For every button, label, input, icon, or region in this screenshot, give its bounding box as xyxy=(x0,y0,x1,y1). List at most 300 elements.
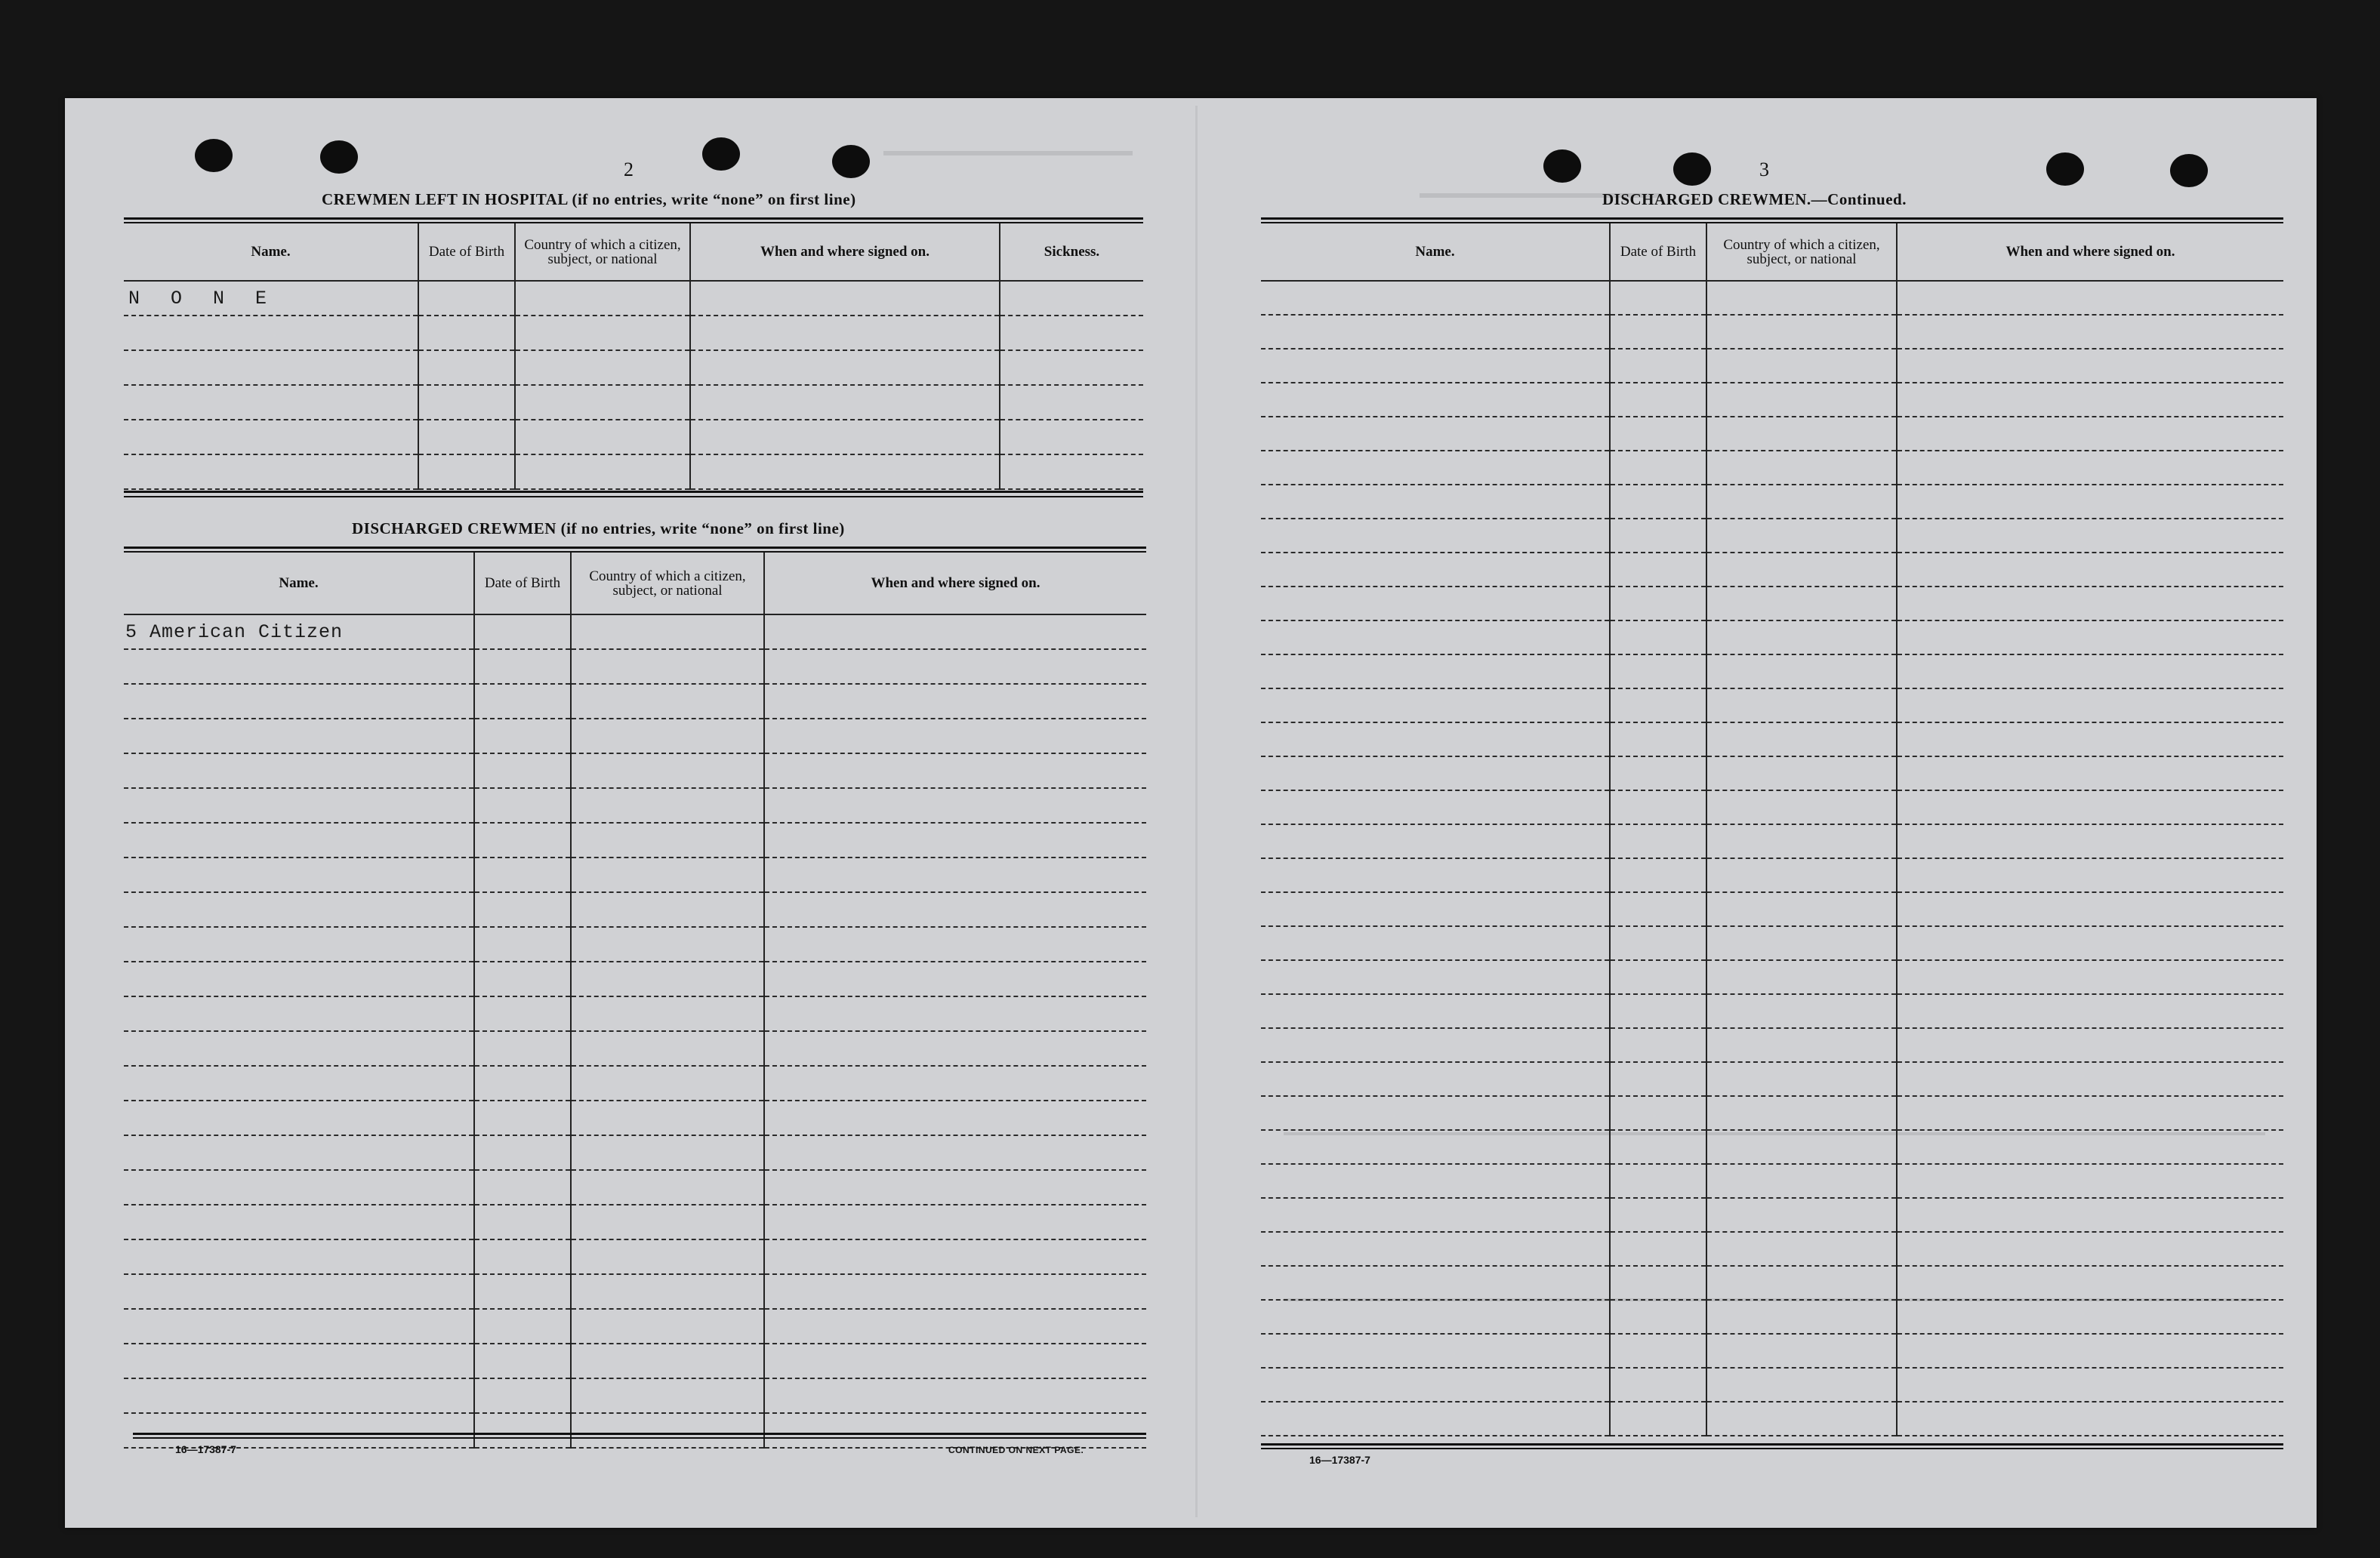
signed-on-cell xyxy=(1897,1130,2283,1164)
date-of-birth-cell xyxy=(1610,1402,1706,1436)
date-of-birth-cell xyxy=(418,316,515,350)
country-cell xyxy=(1706,824,1897,858)
date-of-birth-cell xyxy=(474,927,571,962)
name-cell xyxy=(1261,1028,1610,1062)
name-cell xyxy=(1261,1300,1610,1334)
country-cell xyxy=(515,281,690,316)
name-cell xyxy=(124,1101,474,1135)
country-cell xyxy=(1706,960,1897,994)
name-cell xyxy=(1261,1334,1610,1368)
date-of-birth-cell xyxy=(1610,1300,1706,1334)
country-cell xyxy=(571,1274,764,1309)
discharged-section-title: DISCHARGED CREWMEN (if no entries, write “none” on first line) xyxy=(352,519,845,537)
country-cell xyxy=(571,614,764,649)
entry-name-text: N O N E xyxy=(128,287,277,309)
date-of-birth-cell xyxy=(474,1344,571,1378)
table-row xyxy=(1261,654,2283,688)
signed-on-cell xyxy=(764,823,1146,858)
table-row xyxy=(124,649,1146,684)
table-row xyxy=(124,719,1146,753)
signed-on-cell xyxy=(1897,1300,2283,1334)
column-header-name: Name. xyxy=(124,223,418,281)
table-row xyxy=(124,1239,1146,1274)
country-cell xyxy=(515,385,690,420)
date-of-birth-cell xyxy=(1610,654,1706,688)
table-row xyxy=(1261,417,2283,451)
form-number: 16—17387-7 xyxy=(175,1443,236,1455)
name-cell xyxy=(124,753,474,788)
signed-on-cell xyxy=(1897,994,2283,1028)
table-row xyxy=(1261,1266,2283,1300)
name-cell xyxy=(124,788,474,823)
table-row xyxy=(1261,281,2283,315)
country-cell xyxy=(1706,1096,1897,1130)
date-of-birth-cell xyxy=(1610,1266,1706,1300)
page-fold xyxy=(1195,106,1198,1517)
signed-on-cell xyxy=(1897,349,2283,383)
table-row xyxy=(1261,926,2283,960)
country-cell xyxy=(571,1205,764,1239)
date-of-birth-cell xyxy=(474,1378,571,1413)
date-of-birth-cell xyxy=(1610,1232,1706,1266)
signed-on-cell xyxy=(1897,722,2283,756)
punch-hole xyxy=(1543,149,1581,183)
name-cell xyxy=(124,1309,474,1344)
date-of-birth-cell xyxy=(474,823,571,858)
country-cell xyxy=(571,753,764,788)
table-row xyxy=(124,1205,1146,1239)
hospital-table xyxy=(124,223,1143,490)
signed-on-cell xyxy=(1897,858,2283,892)
date-of-birth-cell xyxy=(474,1413,571,1448)
country-cell xyxy=(571,1239,764,1274)
date-of-birth-cell xyxy=(474,1031,571,1066)
country-cell xyxy=(1706,1164,1897,1198)
name-cell xyxy=(1261,417,1610,451)
table-row xyxy=(124,385,1143,420)
signed-on-cell xyxy=(764,1309,1146,1344)
date-of-birth-cell xyxy=(418,281,515,316)
table-row xyxy=(1261,1164,2283,1198)
signed-on-cell xyxy=(1897,1334,2283,1368)
discharged-continued-title: DISCHARGED CREWMEN.—Continued. xyxy=(1602,190,1907,208)
name-cell xyxy=(124,350,418,385)
date-of-birth-cell xyxy=(418,385,515,420)
name-cell xyxy=(124,614,474,649)
date-of-birth-cell xyxy=(474,684,571,719)
punch-hole xyxy=(702,137,740,171)
signed-on-cell xyxy=(764,1135,1146,1170)
country-cell xyxy=(571,927,764,962)
signed-on-cell xyxy=(1897,1028,2283,1062)
table-row xyxy=(1261,892,2283,926)
name-cell xyxy=(124,927,474,962)
name-cell xyxy=(124,1344,474,1378)
date-of-birth-cell xyxy=(1610,1130,1706,1164)
date-of-birth-cell xyxy=(1610,756,1706,790)
sickness-cell xyxy=(1000,281,1143,316)
signed-on-cell xyxy=(764,1413,1146,1448)
column-header-country: Country of which a citizen, subject, or national xyxy=(571,553,764,614)
signed-on-cell xyxy=(1897,620,2283,654)
table-row xyxy=(1261,1062,2283,1096)
country-cell xyxy=(571,1378,764,1413)
country-cell xyxy=(571,788,764,823)
sickness-cell xyxy=(1000,385,1143,420)
date-of-birth-cell xyxy=(1610,485,1706,519)
signed-on-cell xyxy=(764,1170,1146,1205)
signed-on-cell xyxy=(764,1101,1146,1135)
name-cell xyxy=(1261,315,1610,349)
country-cell xyxy=(1706,1028,1897,1062)
table-row xyxy=(1261,519,2283,553)
column-header-signed-on: When and where signed on. xyxy=(690,223,1000,281)
signed-on-cell xyxy=(1897,281,2283,315)
name-cell xyxy=(1261,960,1610,994)
signed-on-cell xyxy=(1897,960,2283,994)
name-cell xyxy=(1261,1266,1610,1300)
country-cell xyxy=(1706,1062,1897,1096)
name-cell xyxy=(124,1274,474,1309)
signed-on-cell xyxy=(764,892,1146,927)
name-cell xyxy=(1261,858,1610,892)
signed-on-cell xyxy=(1897,1266,2283,1300)
name-cell xyxy=(1261,1198,1610,1232)
table-row xyxy=(1261,960,2283,994)
table-row xyxy=(124,1274,1146,1309)
country-cell xyxy=(1706,315,1897,349)
signed-on-cell xyxy=(1897,383,2283,417)
country-cell xyxy=(1706,485,1897,519)
punch-hole xyxy=(320,140,358,174)
country-cell xyxy=(1706,858,1897,892)
date-of-birth-cell xyxy=(1610,858,1706,892)
table-row xyxy=(1261,994,2283,1028)
country-cell xyxy=(1706,1334,1897,1368)
date-of-birth-cell xyxy=(418,420,515,454)
signed-on-cell xyxy=(764,788,1146,823)
date-of-birth-cell xyxy=(1610,926,1706,960)
table-row xyxy=(1261,1402,2283,1436)
name-cell xyxy=(124,719,474,753)
country-cell xyxy=(1706,620,1897,654)
name-cell xyxy=(1261,722,1610,756)
table-row xyxy=(124,1344,1146,1378)
country-cell xyxy=(1706,1402,1897,1436)
signed-on-cell xyxy=(1897,1232,2283,1266)
rule-line xyxy=(124,547,1146,549)
country-cell xyxy=(515,316,690,350)
table-row xyxy=(124,753,1146,788)
table-row xyxy=(124,684,1146,719)
country-cell xyxy=(1706,722,1897,756)
date-of-birth-cell xyxy=(1610,587,1706,620)
country-cell xyxy=(515,454,690,489)
name-cell xyxy=(1261,451,1610,485)
column-header-sickness: Sickness. xyxy=(1000,223,1143,281)
punch-hole xyxy=(1673,152,1711,186)
name-cell xyxy=(124,1205,474,1239)
table-row xyxy=(1261,1130,2283,1164)
rule-line xyxy=(1261,1443,2283,1446)
table-row xyxy=(124,420,1143,454)
country-cell xyxy=(571,649,764,684)
country-cell xyxy=(571,962,764,996)
date-of-birth-cell xyxy=(418,454,515,489)
name-cell xyxy=(124,420,418,454)
table-row xyxy=(1261,587,2283,620)
date-of-birth-cell xyxy=(1610,1334,1706,1368)
table-row xyxy=(124,1170,1146,1205)
country-cell xyxy=(571,719,764,753)
date-of-birth-cell xyxy=(474,649,571,684)
country-cell xyxy=(571,1135,764,1170)
date-of-birth-cell xyxy=(474,1274,571,1309)
country-cell xyxy=(571,1309,764,1344)
signed-on-cell xyxy=(764,1205,1146,1239)
signed-on-cell xyxy=(764,996,1146,1031)
country-cell xyxy=(1706,1232,1897,1266)
table-row xyxy=(124,1378,1146,1413)
table-row xyxy=(124,892,1146,927)
date-of-birth-cell xyxy=(474,1066,571,1101)
table-row xyxy=(124,1135,1146,1170)
date-of-birth-cell xyxy=(1610,1028,1706,1062)
date-of-birth-cell xyxy=(474,788,571,823)
table-row xyxy=(124,454,1143,489)
name-cell xyxy=(124,823,474,858)
name-cell xyxy=(1261,553,1610,587)
signed-on-cell xyxy=(1897,451,2283,485)
column-header-name: Name. xyxy=(124,553,474,614)
page-number: 3 xyxy=(1759,159,1769,180)
name-cell xyxy=(1261,1368,1610,1402)
signed-on-cell xyxy=(1897,553,2283,587)
show-through-mark xyxy=(883,151,1133,155)
table-row xyxy=(1261,824,2283,858)
country-cell xyxy=(1706,1198,1897,1232)
date-of-birth-cell xyxy=(1610,315,1706,349)
country-cell xyxy=(571,1066,764,1101)
signed-on-cell xyxy=(764,858,1146,892)
table-row xyxy=(1261,858,2283,892)
continued-note: CONTINUED ON NEXT PAGE. xyxy=(948,1445,1084,1455)
signed-on-cell xyxy=(764,649,1146,684)
date-of-birth-cell xyxy=(1610,1164,1706,1198)
country-cell xyxy=(1706,892,1897,926)
table-row xyxy=(124,788,1146,823)
date-of-birth-cell xyxy=(474,962,571,996)
date-of-birth-cell xyxy=(1610,349,1706,383)
name-cell xyxy=(124,1066,474,1101)
date-of-birth-cell xyxy=(474,1309,571,1344)
name-cell xyxy=(1261,620,1610,654)
date-of-birth-cell xyxy=(474,719,571,753)
table-row xyxy=(124,962,1146,996)
rule-line xyxy=(1261,1448,2283,1449)
entry-name-text: 5 American Citizen xyxy=(125,620,344,643)
signed-on-cell xyxy=(764,1378,1146,1413)
signed-on-cell xyxy=(1897,1368,2283,1402)
country-cell xyxy=(1706,349,1897,383)
name-cell xyxy=(124,1031,474,1066)
name-cell xyxy=(1261,1232,1610,1266)
date-of-birth-cell xyxy=(474,996,571,1031)
country-cell xyxy=(571,1101,764,1135)
table-row xyxy=(124,823,1146,858)
table-row xyxy=(124,1309,1146,1344)
table-row xyxy=(1261,485,2283,519)
country-cell xyxy=(1706,1368,1897,1402)
signed-on-cell xyxy=(1897,519,2283,553)
name-cell xyxy=(1261,1164,1610,1198)
name-cell xyxy=(1261,1402,1610,1436)
column-header-date-of-birth: Date of Birth xyxy=(418,223,515,281)
date-of-birth-cell xyxy=(1610,994,1706,1028)
signed-on-cell xyxy=(690,350,1000,385)
signed-on-cell xyxy=(1897,485,2283,519)
date-of-birth-cell xyxy=(474,858,571,892)
column-header-signed-on: When and where signed on. xyxy=(1897,223,2283,281)
signed-on-cell xyxy=(1897,654,2283,688)
country-cell xyxy=(1706,790,1897,824)
date-of-birth-cell xyxy=(1610,383,1706,417)
signed-on-cell xyxy=(764,962,1146,996)
signed-on-cell xyxy=(764,927,1146,962)
signed-on-cell xyxy=(690,454,1000,489)
page-number: 2 xyxy=(624,159,634,180)
name-cell xyxy=(1261,349,1610,383)
date-of-birth-cell xyxy=(474,1170,571,1205)
date-of-birth-cell xyxy=(1610,1198,1706,1232)
table-row xyxy=(124,1413,1146,1448)
table-row xyxy=(1261,1334,2283,1368)
country-cell xyxy=(1706,519,1897,553)
name-cell xyxy=(124,1135,474,1170)
date-of-birth-cell xyxy=(1610,281,1706,315)
date-of-birth-cell xyxy=(474,753,571,788)
country-cell xyxy=(1706,756,1897,790)
name-cell xyxy=(124,858,474,892)
name-cell xyxy=(124,316,418,350)
table-row xyxy=(1261,349,2283,383)
name-cell xyxy=(124,385,418,420)
name-cell xyxy=(1261,1130,1610,1164)
name-cell xyxy=(1261,485,1610,519)
name-cell xyxy=(1261,892,1610,926)
signed-on-cell xyxy=(764,1274,1146,1309)
table-row xyxy=(1261,383,2283,417)
punch-hole xyxy=(195,139,233,172)
column-header-date-of-birth: Date of Birth xyxy=(474,553,571,614)
country-cell xyxy=(571,1031,764,1066)
name-cell xyxy=(1261,587,1610,620)
country-cell xyxy=(1706,926,1897,960)
country-cell xyxy=(571,996,764,1031)
table-row xyxy=(1261,553,2283,587)
date-of-birth-cell xyxy=(474,614,571,649)
hospital-section-title: CREWMEN LEFT IN HOSPITAL (if no entries, write “none” on first line) xyxy=(322,190,856,208)
column-header-date-of-birth: Date of Birth xyxy=(1610,223,1706,281)
country-cell xyxy=(1706,688,1897,722)
signed-on-cell xyxy=(690,281,1000,316)
date-of-birth-cell xyxy=(474,1101,571,1135)
name-cell xyxy=(124,454,418,489)
date-of-birth-cell xyxy=(1610,960,1706,994)
signed-on-cell xyxy=(1897,1164,2283,1198)
punch-hole xyxy=(2046,152,2084,186)
signed-on-cell xyxy=(764,1066,1146,1101)
name-cell xyxy=(1261,281,1610,315)
name-cell xyxy=(1261,926,1610,960)
name-cell xyxy=(1261,654,1610,688)
name-cell xyxy=(124,1378,474,1413)
table-row xyxy=(1261,620,2283,654)
date-of-birth-cell xyxy=(474,1239,571,1274)
country-cell xyxy=(571,1413,764,1448)
country-cell xyxy=(1706,1266,1897,1300)
country-cell xyxy=(571,1170,764,1205)
country-cell xyxy=(571,858,764,892)
country-cell xyxy=(1706,451,1897,485)
signed-on-cell xyxy=(1897,1096,2283,1130)
sickness-cell xyxy=(1000,316,1143,350)
table-row xyxy=(124,996,1146,1031)
name-cell xyxy=(124,962,474,996)
name-cell xyxy=(1261,383,1610,417)
table-row xyxy=(1261,1368,2283,1402)
table-row xyxy=(124,1101,1146,1135)
country-cell xyxy=(1706,654,1897,688)
date-of-birth-cell xyxy=(1610,1062,1706,1096)
column-header-country: Country of which a citizen, subject, or national xyxy=(515,223,690,281)
signed-on-cell xyxy=(1897,688,2283,722)
name-cell xyxy=(1261,790,1610,824)
rule-line xyxy=(124,491,1143,493)
table-row xyxy=(1261,1198,2283,1232)
signed-on-cell xyxy=(690,420,1000,454)
country-cell xyxy=(1706,994,1897,1028)
country-cell xyxy=(515,420,690,454)
name-cell xyxy=(124,996,474,1031)
date-of-birth-cell xyxy=(474,1135,571,1170)
table-row xyxy=(1261,790,2283,824)
signed-on-cell xyxy=(690,385,1000,420)
table-row xyxy=(1261,722,2283,756)
sickness-cell xyxy=(1000,454,1143,489)
signed-on-cell xyxy=(764,684,1146,719)
country-cell xyxy=(1706,587,1897,620)
signed-on-cell xyxy=(1897,1198,2283,1232)
name-cell xyxy=(124,649,474,684)
table-row xyxy=(124,858,1146,892)
signed-on-cell xyxy=(764,1344,1146,1378)
signed-on-cell xyxy=(764,719,1146,753)
country-cell xyxy=(515,350,690,385)
rule-line xyxy=(133,1433,1146,1435)
date-of-birth-cell xyxy=(1610,892,1706,926)
country-cell xyxy=(571,892,764,927)
date-of-birth-cell xyxy=(1610,451,1706,485)
signed-on-cell xyxy=(1897,315,2283,349)
name-cell xyxy=(124,684,474,719)
signed-on-cell xyxy=(1897,756,2283,790)
name-cell xyxy=(1261,1062,1610,1096)
table-row xyxy=(1261,1232,2283,1266)
signed-on-cell xyxy=(1897,1402,2283,1436)
sickness-cell xyxy=(1000,420,1143,454)
country-cell xyxy=(1706,553,1897,587)
